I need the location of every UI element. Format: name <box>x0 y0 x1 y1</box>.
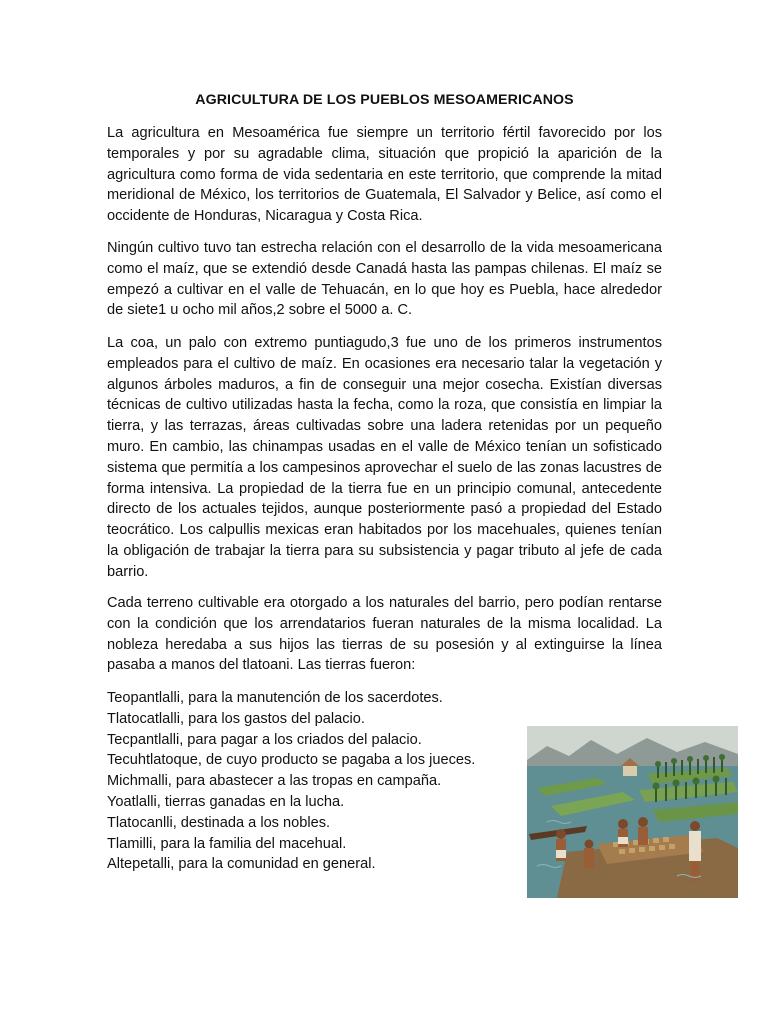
chinampas-illustration <box>527 726 738 898</box>
list-item: Tlamilli, para la familia del macehual. <box>107 835 347 852</box>
list-item: Tlatocanlli, destinada a los nobles. <box>107 814 331 831</box>
list-item: Tecpantlalli, para pagar a los criados del palacio. <box>107 731 422 748</box>
paragraph-2: Ningún cultivo tuvo tan estrecha relación con el desarrollo de la vida mesoamericana como el maíz, que se extendió desde Canadá hasta las pampas chilenas. El maíz se empezó a cultivar en el valle de Tehuacán, en lo que hoy es Puebla, hace alrededor de siete1 u ocho mil años,2 sobre el 5000 a. C. <box>107 240 662 319</box>
paragraph-1: La agricultura en Mesoamérica fue siempre un territorio fértil favorecido por los temporales y por su agradable clima, situación que propició la aparición de la agricultura como forma de vida sedentaria en este territorio, que comprende la mitad meridional de México, los territorios de Guatemala, El Salvador y Belice, así como el occidente de Honduras, Nicaragua y Costa Rica. <box>107 125 662 225</box>
list-item: Altepetalli, para la comunidad en general. <box>107 856 376 873</box>
list-item: Teopantlalli, para la manutención de los sacerdotes. <box>107 690 443 706</box>
paragraph-4: Cada terreno cultivable era otorgado a los naturales del barrio, pero podían rentarse con la condición que los arrendatarios fueran naturales de la misma localidad. La nobleza heredaba a sus hijos las tierras de su posesión y al extinguirse la línea pasaba a manos del tlatoani. Las tierras fueron: <box>107 595 662 674</box>
paragraph-3: La coa, un palo con extremo puntiagudo,3 fue uno de los primeros instrumentos empleados para el cultivo de maíz. En ocasiones era necesario talar la vegetación y algunos árboles maduros, a fin de conseguir una mejor cosecha. Existían diversas técnicas de cultivo utilizadas hasta la fecha, como la roza, que consistía en limpiar la tierra, y las terrazas, áreas cultivadas sobre una ladera retenidas por un pequeño muro. En cambio, las chinampas usadas en el valle de México tenían un sofisticado sistema que permitía a los campesinos aprovechar el suelo de las zonas lacustres de forma intensiva. La propiedad de la tierra fue en un principio comunal, antecedente directo de los actuales tejidos, aunque posteriormente pasó a propiedad del Estado teocrático. Los calpullis mexicas eran habitados por los macehuales, quienes tenían la obligación de trabajar la tierra para su subsistencia y pagar tributo al jefe de cada barrio. <box>107 335 662 580</box>
list-item: Tlatocatlalli, para los gastos del palacio. <box>107 710 365 727</box>
document-title: AGRICULTURA DE LOS PUEBLOS MESOAMERICANOS <box>195 92 574 108</box>
list-item: Michmalli, para abastecer a las tropas en campaña. <box>107 773 442 790</box>
list-item: Tecuhtlatoque, de cuyo producto se pagaba a los jueces. <box>107 752 476 769</box>
land-types-list <box>107 688 527 875</box>
list-item: Yoatlalli, tierras ganadas en la lucha. <box>107 793 345 810</box>
